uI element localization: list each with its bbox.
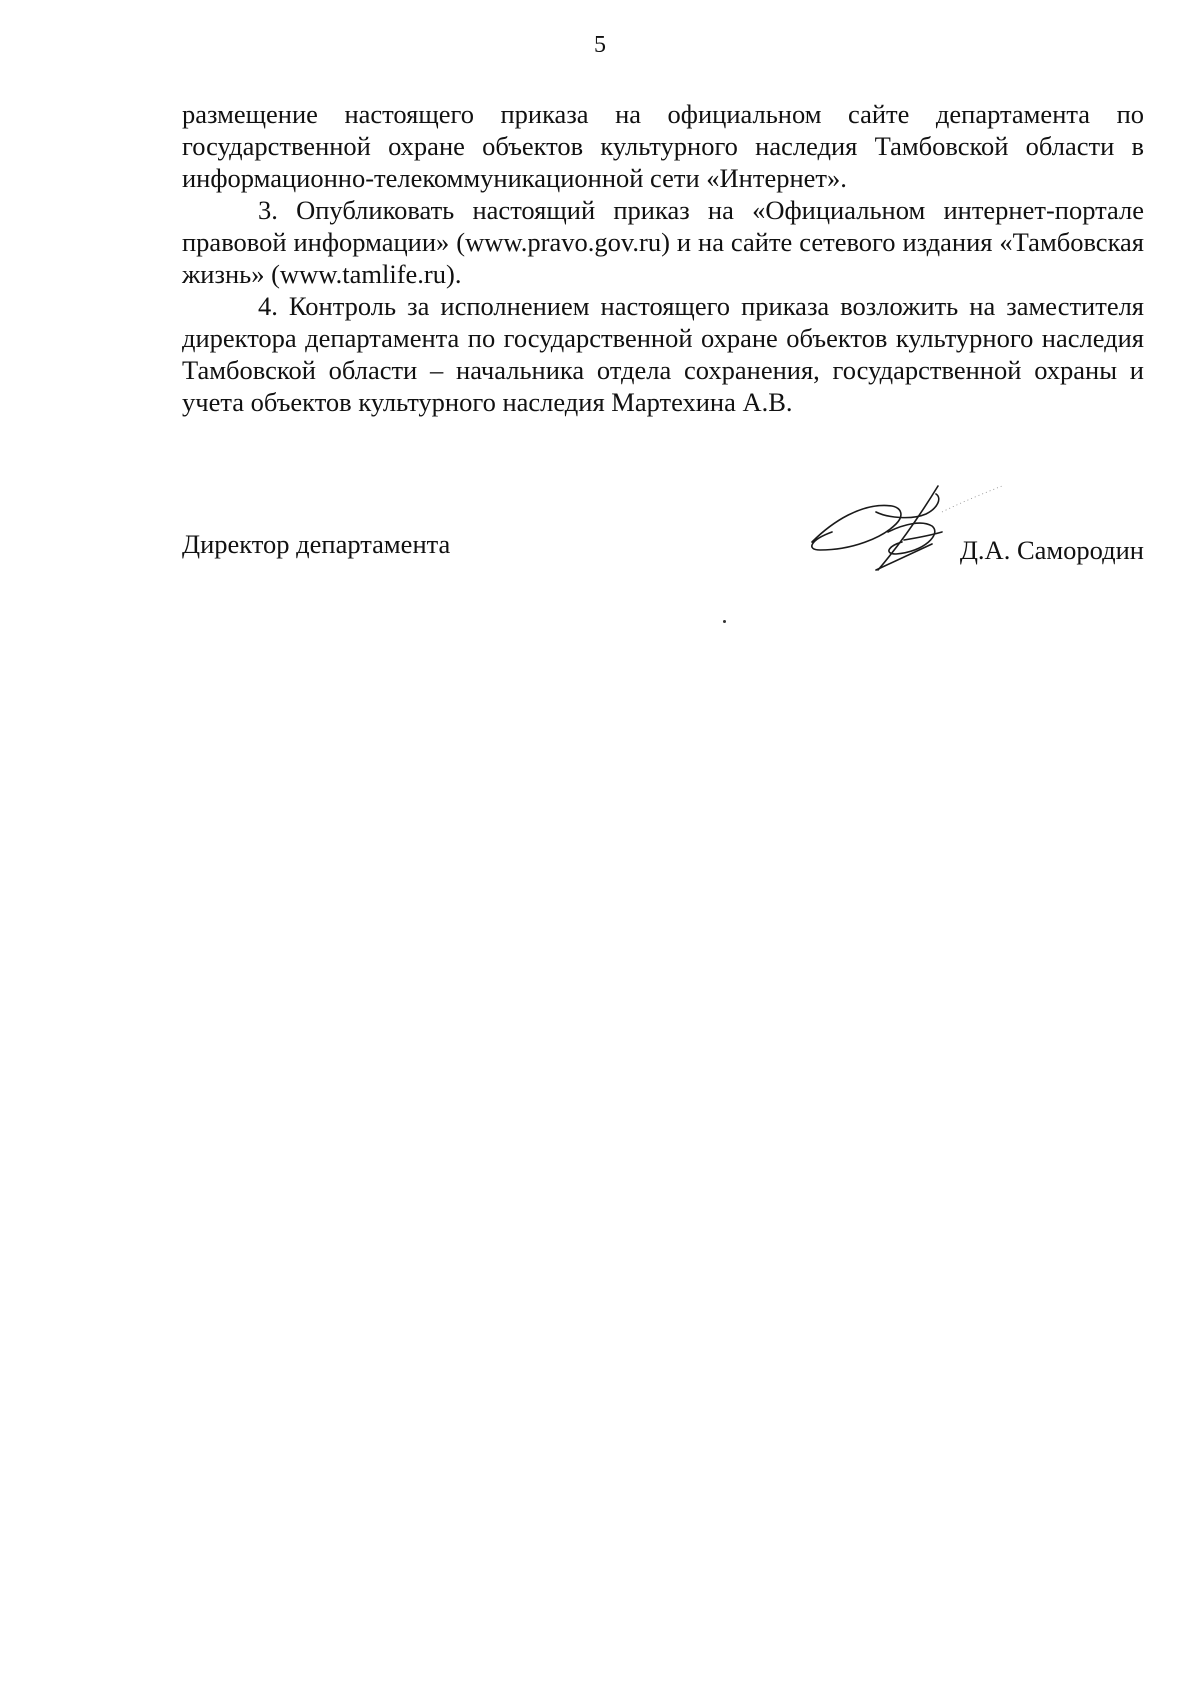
paragraph-item-4: 4. Контроль за исполнением настоящего приказа возложить на заместителя директора департамента по государственной охране объектов культурного наследия Тамбовской области – начальника отдела сохранения, государственной охраны и учета объектов культурного наследия Мартехина А.В. xyxy=(182,291,1144,417)
scan-dot xyxy=(723,620,726,623)
signer-position: Директор департамента xyxy=(182,529,451,559)
document-body xyxy=(182,98,1144,418)
signature-block xyxy=(182,472,1144,592)
page-number: 5 xyxy=(594,32,606,58)
handwritten-signature-icon xyxy=(792,472,1012,592)
paragraph-continuation: размещение настоящего приказа на официальном сайте департамента по государственной охране объектов культурного наследия Тамбовской области в информационно-телекоммуникационной сети «Интернет». xyxy=(182,99,1144,193)
paragraph-item-3: 3. Опубликовать настоящий приказ на «Официальном интернет-портале правовой информации» (www.pravo.gov.ru) и на сайте сетевого издания «Тамбовская жизнь» (www.tamlife.ru). xyxy=(182,195,1144,289)
signer-name: Д.А. Самородин xyxy=(959,535,1144,565)
